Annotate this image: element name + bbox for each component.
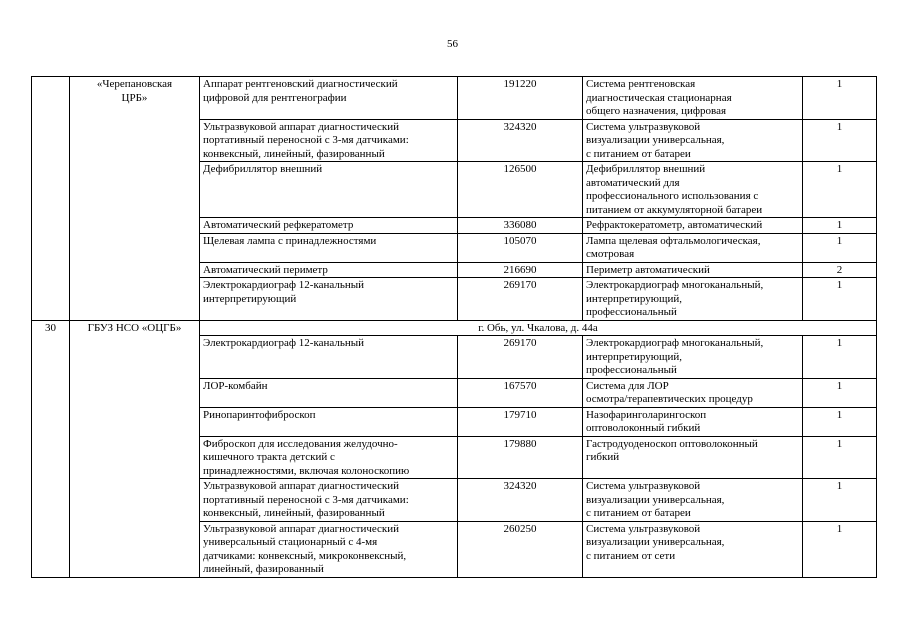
equipment-type-line: Периметр автоматический xyxy=(586,263,710,276)
equipment-type-cell xyxy=(583,262,803,278)
equipment-name-cell xyxy=(200,218,458,234)
quantity-cell: 1 xyxy=(803,162,877,218)
equipment-name-line: принадлежностями, включая колоноскопию xyxy=(203,464,410,477)
equipment-name-line: Ультразвуковой аппарат диагностический xyxy=(203,120,400,133)
equipment-name-line: линейный, фазированный xyxy=(203,563,324,575)
code-cell: 179710 xyxy=(458,407,583,436)
quantity-cell: 1 xyxy=(803,436,877,479)
equipment-type-cell xyxy=(583,521,803,577)
equipment-type-line: питанием от аккумуляторной батареи xyxy=(586,203,763,216)
equipment-name-cell xyxy=(200,436,458,479)
equipment-type-line: гибкий xyxy=(586,451,620,463)
equipment-name-cell xyxy=(200,407,458,436)
equipment-type-line: Система рентгеновская xyxy=(586,78,696,90)
table-row xyxy=(32,77,877,120)
equipment-name-line: Электрокардиограф 12-канальный xyxy=(203,337,365,349)
equipment-name-line: Фиброскоп для исследования желудочно- xyxy=(203,437,398,450)
equipment-type-line: Гастродуоденоскоп оптоволоконный xyxy=(586,437,758,450)
equipment-name-cell xyxy=(200,479,458,522)
equipment-name-line: Автоматический периметр xyxy=(203,263,328,276)
quantity-cell: 2 xyxy=(803,262,877,278)
organization-cell xyxy=(70,320,200,577)
equipment-name-line: ЛОР-комбайн xyxy=(203,379,268,392)
equipment-type-line: Лампа щелевая офтальмологическая, xyxy=(586,234,761,247)
equipment-type-line: Рефрактокератометр, автоматический xyxy=(586,219,763,231)
quantity-cell: 1 xyxy=(803,336,877,379)
equipment-type-line: автоматический для xyxy=(586,176,680,189)
code-cell: 179880 xyxy=(458,436,583,479)
address-row xyxy=(32,320,877,336)
equipment-type-line: Назофаринголарингоскоп xyxy=(586,408,707,421)
quantity-cell: 1 xyxy=(803,378,877,407)
code-cell: 336080 xyxy=(458,218,583,234)
equipment-type-line: общего назначения, цифровая xyxy=(586,105,727,117)
equipment-name-cell xyxy=(200,521,458,577)
equipment-type-line: интерпретирующий, xyxy=(586,350,682,363)
page-number: 56 xyxy=(447,38,458,50)
equipment-type-line: смотровая xyxy=(586,248,635,260)
quantity-cell: 1 xyxy=(803,119,877,162)
equipment-type-line: Электрокардиограф многоканальный, xyxy=(586,279,764,291)
equipment-type-line: оптоволоконный гибкий xyxy=(586,422,701,434)
organization-line: ГБУЗ НСО «ОЦГБ» xyxy=(87,321,182,334)
equipment-name-line: Ультразвуковой аппарат диагностический xyxy=(203,522,400,535)
code-cell: 126500 xyxy=(458,162,583,218)
equipment-name-line: цифровой для рентгенографии xyxy=(203,91,347,104)
equipment-type-line: Система ультразвуковой xyxy=(586,120,701,133)
equipment-type-cell xyxy=(583,436,803,479)
equipment-type-line: профессиональный xyxy=(586,306,677,318)
equipment-name-cell xyxy=(200,77,458,120)
equipment-name-line: Ультразвуковой аппарат диагностический xyxy=(203,480,400,492)
code-cell: 324320 xyxy=(458,479,583,522)
equipment-type-cell xyxy=(583,233,803,262)
equipment-name-cell xyxy=(200,119,458,162)
equipment-name-line: конвексный, линейный, фазированный xyxy=(203,507,385,519)
equipment-type-line: осмотра/терапевтических процедур xyxy=(586,393,753,405)
equipment-name-line: конвексный, линейный, фазированный xyxy=(203,147,385,160)
equipment-name-cell xyxy=(200,278,458,321)
organization-line: ЦРБ» xyxy=(121,91,148,104)
equipment-type-cell xyxy=(583,378,803,407)
equipment-name-line: портативный переносной с 3-мя датчиками: xyxy=(203,134,409,146)
equipment-type-line: Система для ЛОР xyxy=(586,379,669,392)
equipment-name-line: универсальный стационарный с 4-мя xyxy=(203,536,378,548)
equipment-type-line: Электрокардиограф многоканальный, xyxy=(586,337,764,349)
equipment-name-line: Щелевая лампа с принадлежностями xyxy=(203,234,377,247)
equipment-type-cell xyxy=(583,119,803,162)
quantity-cell: 1 xyxy=(803,278,877,321)
quantity-cell: 1 xyxy=(803,479,877,522)
equipment-name-cell xyxy=(200,378,458,407)
code-cell: 105070 xyxy=(458,233,583,262)
equipment-name-line: Ринопаринтофиброскоп xyxy=(203,408,316,421)
equipment-name-line: Дефибриллятор внешний xyxy=(203,163,323,175)
quantity-cell: 1 xyxy=(803,218,877,234)
equipment-type-line: интерпретирующий, xyxy=(586,292,682,305)
equipment-type-cell xyxy=(583,218,803,234)
equipment-name-cell xyxy=(200,336,458,379)
equipment-type-cell xyxy=(583,407,803,436)
organization-line: «Черепановская xyxy=(96,78,173,90)
equipment-type-cell xyxy=(583,336,803,379)
code-cell: 269170 xyxy=(458,336,583,379)
row-number-cell: 30 xyxy=(32,320,70,577)
equipment-type-line: Дефибриллятор внешний xyxy=(586,163,706,175)
code-cell: 260250 xyxy=(458,521,583,577)
equipment-type-line: с питанием от батареи xyxy=(586,507,691,519)
equipment-name-cell xyxy=(200,162,458,218)
equipment-type-line: с питанием от сети xyxy=(586,549,676,562)
quantity-cell: 1 xyxy=(803,521,877,577)
equipment-name-cell xyxy=(200,262,458,278)
equipment-type-line: профессиональный xyxy=(586,364,677,376)
equipment-type-cell xyxy=(583,77,803,120)
equipment-type-line: визуализации универсальная, xyxy=(586,493,725,506)
organization-cell xyxy=(70,77,200,321)
equipment-type-line: визуализации универсальная, xyxy=(586,536,725,548)
equipment-type-line: с питанием от батареи xyxy=(586,147,691,160)
equipment-type-cell xyxy=(583,479,803,522)
code-cell: 191220 xyxy=(458,77,583,120)
equipment-name-line: Аппарат рентгеновский диагностический xyxy=(203,78,398,90)
equipment-table xyxy=(31,76,877,578)
equipment-type-line: визуализации универсальная, xyxy=(586,134,725,146)
equipment-name-line: Автоматический рефкератометр xyxy=(203,219,354,231)
equipment-name-cell xyxy=(200,233,458,262)
code-cell: 216690 xyxy=(458,262,583,278)
equipment-type-line: Система ультразвуковой xyxy=(586,522,701,535)
code-cell: 167570 xyxy=(458,378,583,407)
code-cell: 324320 xyxy=(458,119,583,162)
quantity-cell: 1 xyxy=(803,77,877,120)
equipment-table-body xyxy=(32,77,877,578)
equipment-name-line: портативный переносной с 3-мя датчиками: xyxy=(203,493,409,506)
address-cell: г. Обь, ул. Чкалова, д. 44а xyxy=(200,320,877,336)
code-cell: 269170 xyxy=(458,278,583,321)
equipment-type-line: диагностическая стационарная xyxy=(586,91,732,104)
row-number-cell xyxy=(32,77,70,321)
equipment-name-line: Электрокардиограф 12-канальный xyxy=(203,279,365,291)
quantity-cell: 1 xyxy=(803,233,877,262)
equipment-type-cell xyxy=(583,278,803,321)
equipment-type-line: Система ультразвуковой xyxy=(586,480,701,492)
equipment-type-line: профессионального использования с xyxy=(586,190,759,202)
equipment-name-line: интерпретирующий xyxy=(203,292,297,305)
equipment-name-line: датчиками: конвексный, микроконвексный, xyxy=(203,549,407,562)
quantity-cell: 1 xyxy=(803,407,877,436)
equipment-type-cell xyxy=(583,162,803,218)
equipment-name-line: кишечного тракта детский с xyxy=(203,451,335,463)
